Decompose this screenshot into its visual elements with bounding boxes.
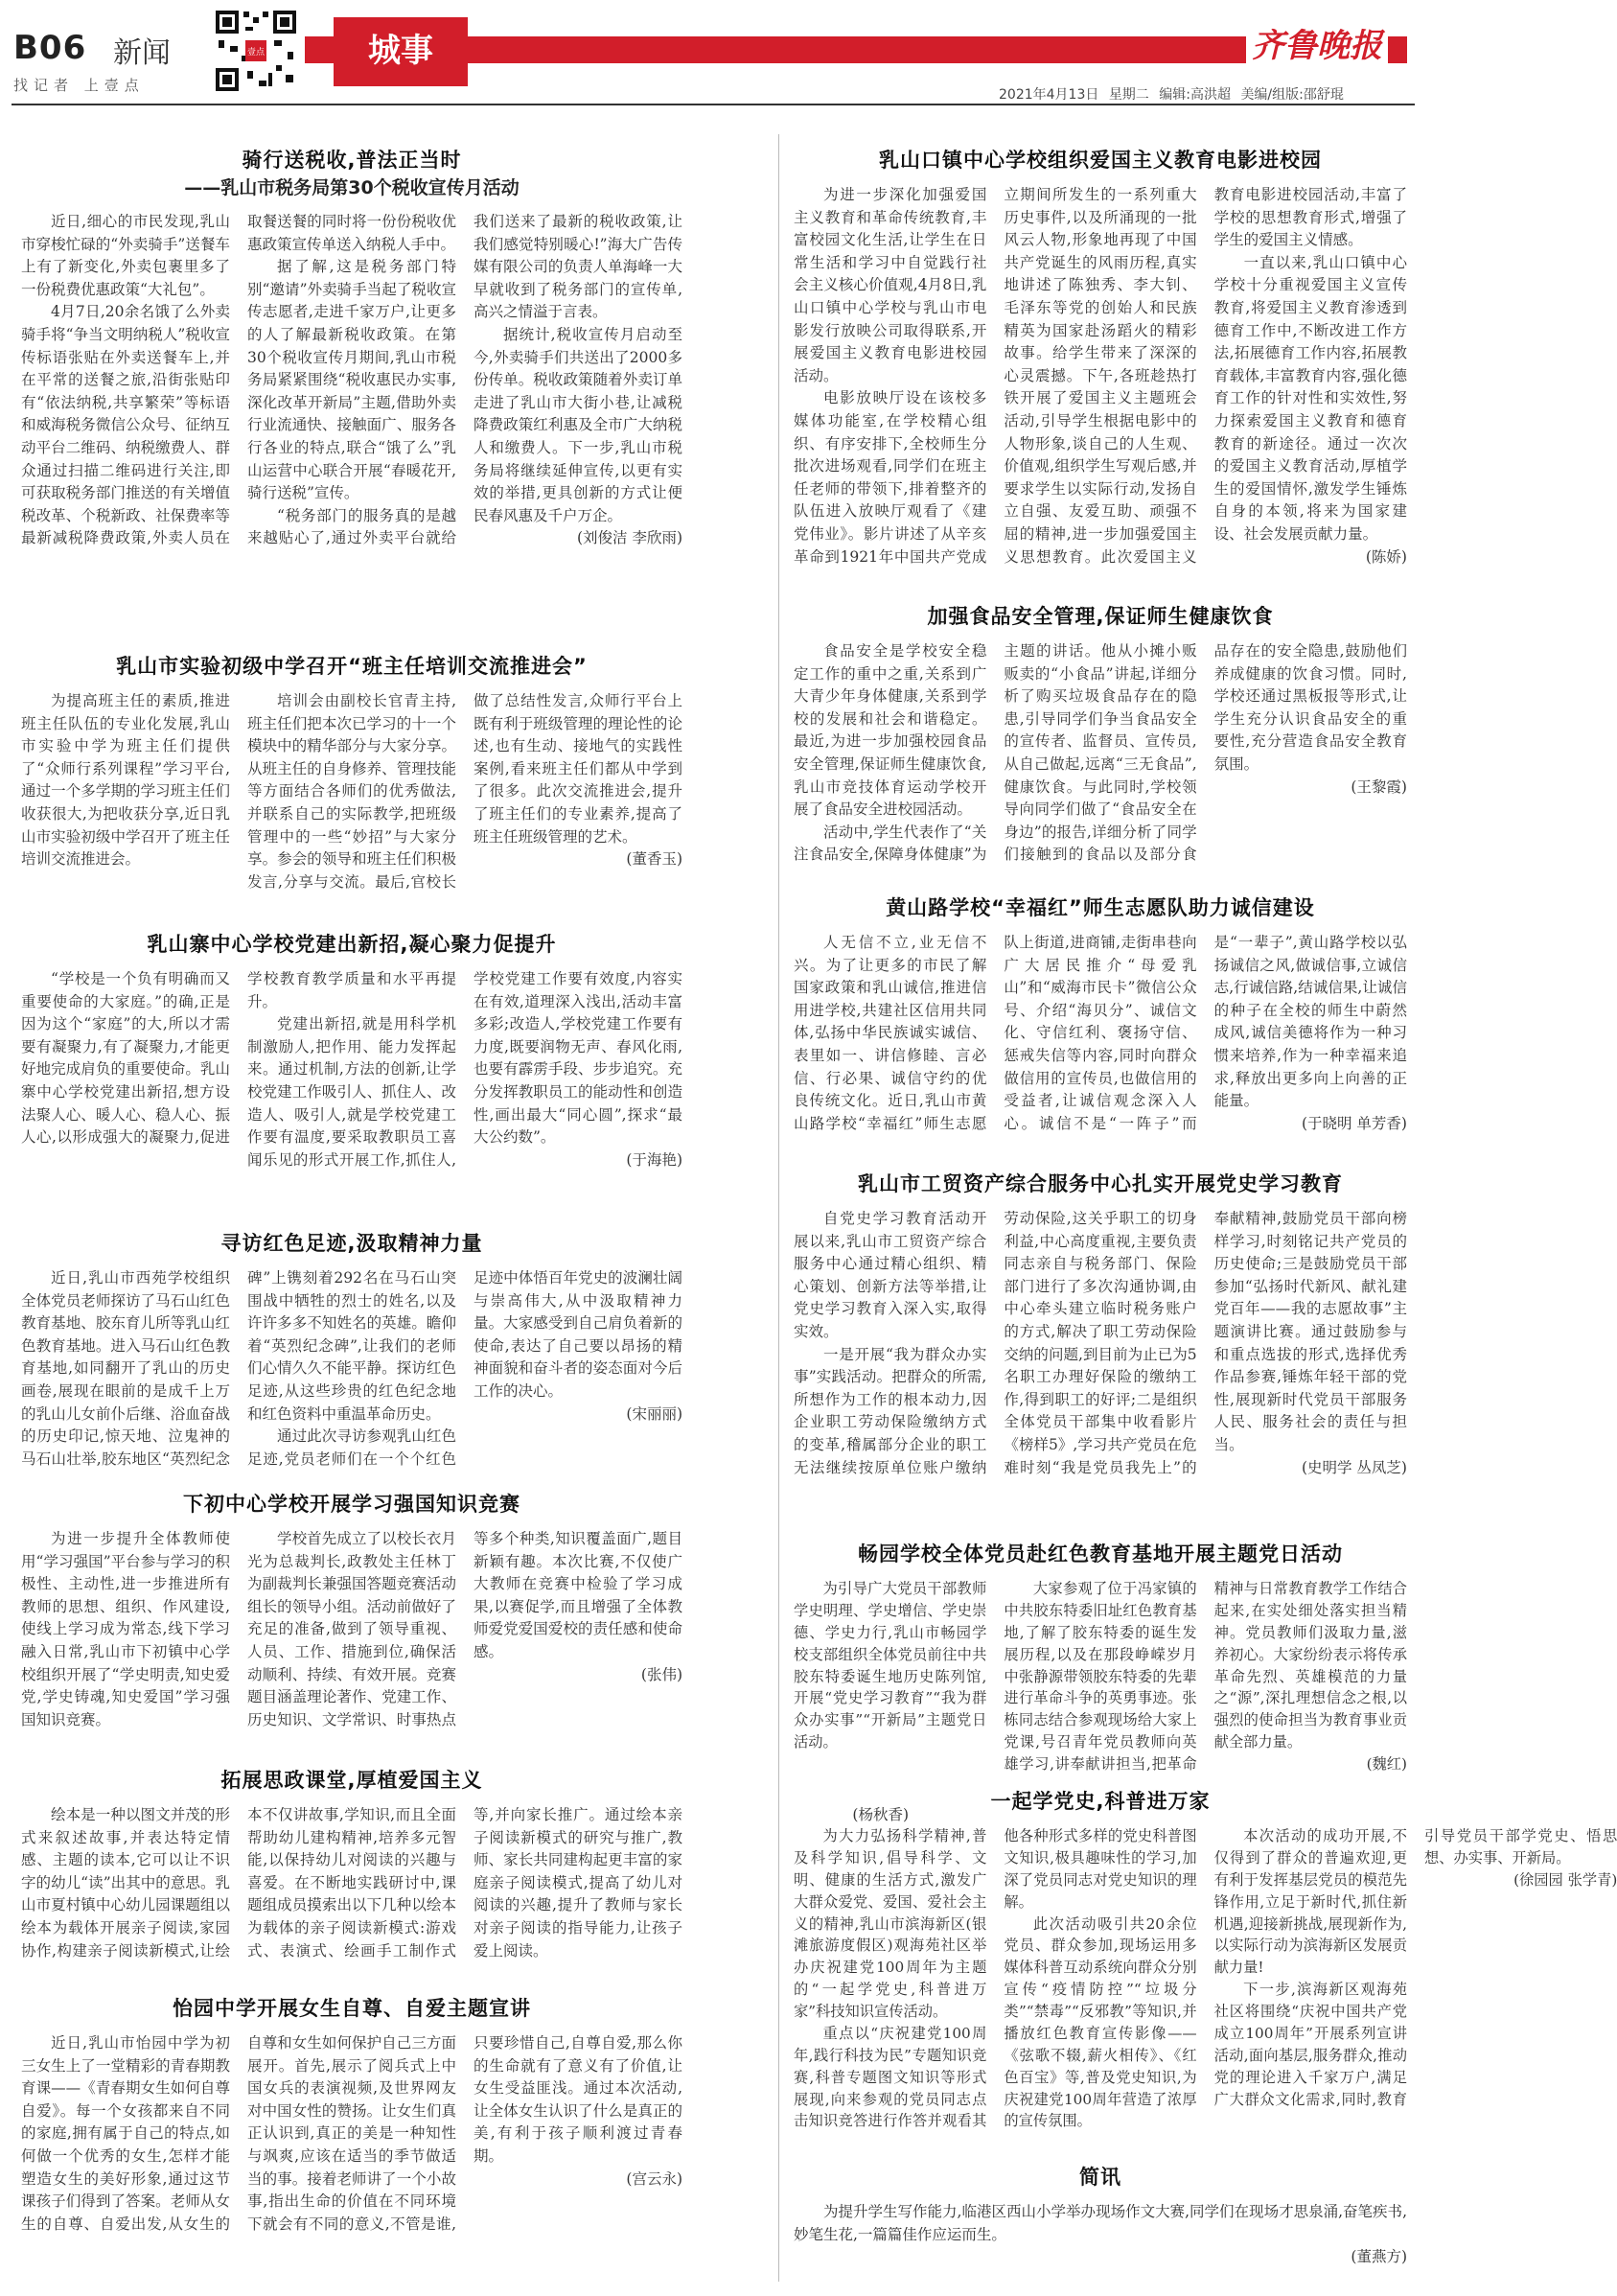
article-byline: (于海艳) <box>626 1150 682 1169</box>
article-picture-books <box>21 1766 909 1984</box>
article-paragraph: 为大力弘扬科学精神,普及科学知识,倡导科学、文明、健康的生活方式,激发广大群众爱党、爱国、爱社会主义的精神,乳山市滨海新区(银滩旅游度假区)观海苑社区举办庆祝建党100周年为主题的“一起学党史,科普进万家”科技知识宣传活动。 <box>794 1827 987 2020</box>
article-self-esteem <box>21 1994 682 2278</box>
article-body <box>794 184 1407 594</box>
article-red-footprints <box>21 1229 682 1480</box>
article-byline: (董燕方) <box>1351 2248 1407 2266</box>
article-body <box>794 2201 1407 2282</box>
article-paragraph: 食品安全是学校安全稳定工作的重中之重,关系到广大青少年身体健康,关系到学校的发展和社会和谐稳定。最近,为进一步加强校园食品安全管理,保证师生健康饮食,乳山市竞技体育运动学校开展了食品安全进校园活动。 <box>794 642 987 819</box>
article-paragraph: 此次活动吸引共20余位党员、群众参加,现场运用多媒体科普互动系统向群众分别宣传“疫情防控”“垃圾分类”“禁毒”“反邪教”等知识,并播放红色教育宣传影像——《弦歌不辍,薪火相传》、《红色百宝》等,普及党史知识,为庆祝建党100周年营造了浓厚的宣传氛围。 <box>1004 1914 1197 2130</box>
section-tag: 城事 <box>334 17 468 86</box>
article-paragraph: 重点以“庆祝建党100周年,践行科技为民”专题知识竞赛,科普专题图文知识等形式展现,向来参观的党员同志点击知识竞答进行作答并观看其他各种形式多样的党史科普图文知识,极具趣味性的学习,加深了党员同志对党史知识的理解。 <box>794 1827 1197 2130</box>
article-food-safety <box>794 602 1407 880</box>
article-paragraph: 党建出新招,就是用科学机制激励人,把作用、能力发挥起来。通过机制,方法的创新,让学校党建工作吸引人、抓住人、改造人、吸引人,就是学校党建工作要有温度,要采取教职员工喜闻乐见的形式开展工作,抓住人,学校党建工作要有效度,内容实在有效,道理深入浅出,活动丰富多彩;改造人,学校党建工作要有力度,既要润物无声、春风化雨,也要有霹雳手段、步步追究。充分发挥教职员工的能动性和创造性,画出最大“同心圆”,探求“最大公约数”。 <box>247 970 682 1169</box>
article-paragraph: 据了解,这是税务部门特别“邀请”外卖骑手当起了税收宣传志愿者,走进千家万户,让更多的人了解最新税收政策。在第30个税收宣传月期间,乳山市税务局紧紧围绕“税收惠民办实事,深化改革开新局”主题,借助外卖行业流通快、接触面广、服务各行各业的特点,联合“饿了么”乳山运营中心联合开展“春暖花开,骑行送税”宣传。 <box>247 258 456 502</box>
article-paragraph: 大家参观了位于冯家镇的中共胶东特委旧址红色教育基地,了解了胶东特委的诞生发展历程,以及在那段峥嵘岁月中张静源带领胶东特委的先辈进行革命斗争的英勇事迹。张栋同志结合参观现场给大家上党课,号召青年党员教师向英雄学习,讲奉献讲担当,把革命精神与日常教育教学工作结合起来,在实处细处落实担当精神。党员教师们汲取力量,滋养初心。大家纷纷表示将传承革命先烈、英雄模范的力量之“源”,深扎理想信念之根,以强烈的使命担当为教育事业贡献全部力量。 <box>1004 1580 1407 1773</box>
article-body <box>21 1804 909 1984</box>
article-byline: (董香玉) <box>626 850 682 869</box>
article-body <box>21 1528 682 1756</box>
article-byline: (宫云永) <box>626 2169 682 2188</box>
article-integrity <box>794 893 1407 1160</box>
article-paragraph: 近日,细心的市民发现,乳山市穿梭忙碌的“外卖骑手”送餐车上有了新变化,外卖包裹里多了一份税费优惠政策“大礼包”。 <box>21 213 230 298</box>
article-byline: (杨秋香) <box>852 1806 909 1823</box>
article-paragraph: 为提升学生写作能力,临港区西山小学举办现场作文大赛,同学们在现场才思泉涌,奋笔疾书,妙笔生花,一篇篇佳作应运而生。 <box>794 2203 1407 2243</box>
issue-date: 2021年4月13日 <box>999 87 1099 103</box>
reporter-line: 找记者 上壹点 <box>13 77 145 94</box>
article-body <box>794 1825 1617 2153</box>
article-movie <box>794 146 1407 594</box>
article-title: 乳山市实验初级中学召开“班主任培训交流推进会” <box>116 655 588 678</box>
article-byline: (张伟) <box>640 1665 682 1683</box>
article-body <box>21 211 682 644</box>
article-title: 下初中心学校开展学习强国知识竞赛 <box>183 1493 520 1516</box>
article-byline: (刘俊洁 李欣雨) <box>576 529 682 547</box>
article-paragraph: “税务部门的服务真的是越来越贴心了,通过外卖平台就给我们送来了最新的税收政策,让我们感觉特别暖心!”海大广告传媒有限公司的负责人单海峰一大早就收到了税务部门的宣传单,高兴之情溢于言表。 <box>247 213 682 547</box>
article-body <box>21 2032 682 2278</box>
article-title: 简讯 <box>1079 2166 1121 2189</box>
article-party-history <box>794 1170 1407 1532</box>
article-title: 畅园学校全体党员赴红色教育基地开展主题党日活动 <box>858 1542 1343 1565</box>
article-paragraph: 培训会由副校长官青主持,班主任们把本次已学习的十一个模块中的精华部分与大家分享。从班主任的自身修养、管理技能等方面结合各师们的优秀做法,并联系自己的实际教学,把班级管理中的一些“妙招”与大家分享。参会的领导和班主任们积极发言,分享与交流。最后,官校长做了总结性发言,众师行平台上既有利于班级管理的理论性的论述,也有生动、接地气的实践性案例,看来班主任们都从中学到了很多。此次交流推进会,提升了班主任们的专业素养,提高了班主任班级管理的艺术。 <box>247 692 682 891</box>
article-paragraph: 一直以来,乳山口镇中心学校十分重视爱国主义宣传教育,将爱国主义教育渗透到德育工作中,不断改进工作方法,拓展德育工作内容,拓展教育载体,丰富教育内容,强化德育工作的针对性和实效性,努力探索爱国主义教育和德育教育的新途径。通过一次次的爱国主义教育活动,厚植学生的爱国情怀,激发学生锤炼自身的本领,将来为国家建设、社会发展贡献力量。 <box>1213 253 1407 543</box>
article-paragraph: 下一步,滨海新区观海苑社区将围绕“庆祝中国共产党成立100周年”开展系列宣讲活动,面向基层,服务群众,推动党的理论进入千家万户,满足广大群众文化需求,同时,教育引导党员干部学党史、悟思想、办实事、开新局。 <box>1213 1827 1617 2108</box>
article-title: 乳山市工贸资产综合服务中心扎实开展党史学习教育 <box>858 1172 1343 1195</box>
article-byline: (史明学 丛凤芝) <box>1301 1458 1407 1476</box>
article-subtitle: ——乳山市税务局第30个税收宣传月活动 <box>184 177 520 198</box>
article-paragraph: “学校是一个负有明确而又重要使命的大家庭。”的确,正是因为这个“家庭”的大,所以才需要有凝聚力,有了凝聚力,才能更好地完成肩负的重要使命。乳山寨中心学校党建出新招,想方设法聚人心、暖人心、稳人心、振人心,以形成强大的凝聚力,促进学校教育教学质量和水平再提升。 <box>21 970 456 1147</box>
article-title: 骑行送税收,普法正当时 <box>242 149 462 172</box>
article-title: 怡园中学开展女生自尊、自爱主题宣讲 <box>173 1997 531 2020</box>
dateline <box>999 84 1344 104</box>
article-tax <box>21 146 682 644</box>
article-science <box>794 1787 1617 2153</box>
article-paragraph: 近日,乳山市西苑学校组织全体党员老师探访了马石山红色教育基地、胶东育儿所等乳山红色教育基地。进入马石山红色教育基地,如同翻开了乳山的历史画卷,展现在眼前的是成千上万的乳山儿女前仆后继、浴血奋战的历史印记,惊天地、泣鬼神的马石山壮举,胶东地区“英烈纪念碑”上镌刻着292名在马石山突围战中牺牲的烈士的姓名,以及许许多多不知姓名的英雄。瞻仰着“英烈纪念碑”,让我们的老师们心情久久不能平静。探访红色足迹,从这些珍贵的红色纪念地和红色资料中重温革命历史。 <box>21 1269 456 1468</box>
article-paragraph: 为提高班主任的素质,推进班主任队伍的专业化发展,乳山市实验中学为班主任们提供了“众师行系列课程”学习平台,通过一个多学期的学习班主任们收获很大,为把收获分享,近日乳山市实验初级中学召开了班主任培训交流推进会。 <box>21 692 230 869</box>
article-title: 黄山路学校“幸福红”师生志愿队助力诚信建设 <box>886 896 1315 919</box>
page-header <box>0 0 1426 107</box>
issue-weekday: 星期二 <box>1108 87 1149 103</box>
article-body <box>794 932 1407 1160</box>
article-byline: (徐园园 张学青) <box>1513 1870 1617 1889</box>
article-body <box>21 1267 682 1480</box>
article-title: 一起学党史,科普进万家 <box>990 1790 1211 1813</box>
article-byline: (于晓明 单芳香) <box>1301 1114 1407 1132</box>
article-paragraph: 本次活动的成功开展,不仅得到了群众的普遍欢迎,更有利于发挥基层党员的模范先锋作用,立足于新时代,抓住新机遇,迎接新挑战,展现新作为,以实际行动为滨海新区发展贡献力量! <box>1213 1827 1407 1977</box>
editor-credit: 编辑:高洪超 <box>1159 87 1231 103</box>
qr-code-icon[interactable] <box>213 8 299 94</box>
article-paragraph: 电影放映厅设在该校多媒体功能室,在学校精心组织、有序安排下,全校师生分批次进场观看,同学们在班主任老师的带领下,排着整齐的队伍进入放映厅观看了《建党伟业》。影片讲述了从辛亥革命到1921年中国共产党成立期间所发生的一系列重大历史事件,以及所涌现的一批风云人物,形象地再现了中国共产党诞生的风雨历程,真实地讲述了陈独秀、李大钊、毛泽东等党的创始人和民族精英为国家赴汤蹈火的精彩故事。给学生带来了深深的心灵震撼。下午,各班趁热打铁开展了爱国主义主题班会活动,引导学生根据电影中的人物形象,谈自己的人生观、价值观,组织学生写观后感,并要求学生以实际行动,发扬自立自强、友爱互助、顽强不屈的精神,进一步加强爱国主义思想教育。此次爱国主义教育电影进校园活动,丰富了学校的思想教育形式,增强了学生的爱国主义情感。 <box>794 186 1407 566</box>
article-headteacher <box>21 652 682 922</box>
section-name: 新闻 <box>113 36 171 70</box>
article-party-building <box>21 930 682 1219</box>
article-body <box>794 640 1407 880</box>
article-title: 加强食品安全管理,保证师生健康饮食 <box>927 605 1274 628</box>
article-paragraph: 4月7日,20余名饿了么外卖骑手将“争当文明纳税人”税收宣传标语张贴在外卖送餐车上,并在平常的送餐之旅,沿街张贴印有“依法纳税,共享繁荣”等标语和威海税务微信公众号、征纳互动平台二维码、纳税缴费人、群众通过扫描二维码进行关注,即可获取税务部门推送的有关增值税改革、个税新政、社保费率等最新减税降费政策,外卖人员在取餐送餐的同时将一份份税收优惠政策宣传单送入纳税人手中。 <box>21 213 456 547</box>
article-byline: (魏红) <box>1366 1755 1407 1773</box>
article-byline: (王黎霞) <box>1351 777 1407 796</box>
article-body <box>21 968 682 1219</box>
article-paragraph: 为进一步深化加强爱国主义教育和革命传统教育,丰富校园文化生活,让学生在日常生活和学习中自觉践行社会主义核心价值观,4月8日,乳山口镇中心学校与乳山市电影发行放映公司取得联系,开展爱国主义教育电影进校园活动。 <box>794 186 987 384</box>
article-body <box>794 1208 1407 1532</box>
article-title: 寻访红色足迹,汲取精神力量 <box>220 1232 483 1255</box>
article-paragraph: 绘本是一种以图文并茂的形式来叙述故事,并表达特定情感、主题的读本,它可以让不识字的幼儿“读”出其中的意思。乳山市夏村镇中心幼儿园课题组以绘本为载体开展亲子阅读,家园协作,构建亲子阅读新模式,让绘本不仅讲故事,学知识,而且全面帮助幼儿建构精神,培养多元智能,以保持幼儿对阅读的兴趣与喜爱。在不断地实践研讨中,课题组成员摸索出以下几种以绘本为载体的亲子阅读新模式:游戏式、表演式、绘画手工制作式等,并向家长推广。通过绘本亲子阅读新模式的研究与推广,教师、家长共同建构起更丰富的家庭亲子阅读模式,提高了幼儿对阅读的兴趣,提升了教师与家长对亲子阅读的指导能力,让孩子爱上阅读。 <box>21 1806 682 1960</box>
article-paragraph: 近日,乳山市怡园中学为初三女生上了一堂精彩的青春期教育课——《青春期女生如何自尊自爱》。每一个女孩都来自不同的家庭,拥有属于自己的特点,如何做一个优秀的女生,怎样才能塑造女生的美好形象,通过这节课孩子们得到了答案。老师从女生的自尊、自爱出发,从女生的自尊和女生如何保护自己三方面展开。首先,展示了阅兵式上中国女兵的表演视频,及世界网友对中国女性的赞扬。让女生们真正认识到,真正的美是一种知性与飒爽,应该在适当的季节做适当的事。接着老师讲了一个小故事,指出生命的价值在不同环境下就会有不同的意义,不管是谁,只要珍惜自己,自尊自爱,那么你的生命就有了意义有了价值,让女生受益匪浅。通过本次活动,让全体女生认识了什么是真正的美,有利于孩子顺利渡过青春期。 <box>21 2034 682 2233</box>
article-title: 乳山口镇中心学校组织爱国主义教育电影进校园 <box>879 149 1322 172</box>
article-paragraph: 为进一步提升全体教师使用“学习强国”平台参与学习的积极性、主动性,进一步推进所有教师的思想、组织、作风建设,使线上学习成为常态,线下学习融入日常,乳山市下初镇中心学校组织开展了“学史明责,知史爱党,学史铸魂,知史爱国”学习强国知识竞赛。 <box>21 1530 230 1728</box>
article-paragraph: 通过此次寻访参观乳山红色足迹,党员老师们在一个个红色足迹中体悟百年党史的波澜壮阔与崇高伟大,从中汲取精神力量。大家感受到自己肩负着新的使命,表达了自己要以昂扬的精神面貌和奋斗者的姿态面对今后工作的决心。 <box>247 1269 682 1468</box>
qr-label: 壹点 <box>246 48 266 58</box>
article-byline: (陈娇) <box>1365 547 1407 566</box>
page-number: B06 <box>13 29 87 67</box>
designer-credit: 美编/组版:邵舒琨 <box>1240 87 1344 103</box>
article-paragraph: 学校首先成立了以校长衣月光为总裁判长,政教处主任林丁为副裁判长兼强国答题竞赛活动组长的领导小组。活动前做好了充足的准备,做到了领导重视、人员、工作、措施到位,确保活动顺利、持续、有效开展。竞赛题目涵盖理论著作、党建工作、历史知识、文学常识、时事热点等多个种类,知识覆盖面广,题目新颖有趣。本次比赛,不仅使广大教师在竞赛中检验了学习成果,以赛促学,而且增强了全体教师爱党爱国爱校的责任感和使命感。 <box>247 1530 682 1728</box>
column-divider <box>778 134 779 2282</box>
header-rule <box>12 104 1415 105</box>
article-body <box>794 1578 1407 1779</box>
article-paragraph: 活动中,学生代表作了“关注食品安全,保障身体健康”为主题的讲话。他从小摊小贩贩卖的“小食品”讲起,详细分析了购买垃圾食品存在的隐患,引导同学们争当食品安全的宣传者、监督员、宣传员,从自己做起,远离“三无食品”,健康饮食。与此同时,学校领导向同学们做了“食品安全在身边”的报告,详细分析了同学们接触到的食品以及部分食品存在的安全隐患,鼓励他们养成健康的饮食习惯。同时,学校还通过黑板报等形式,让学生充分认识食品安全的重要性,充分营造食品安全教育氛围。 <box>794 642 1407 864</box>
article-party-day <box>794 1540 1407 1779</box>
article-paragraph: 为引导广大党员干部教师学史明理、学史增信、学史崇德、学史力行,乳山市畅园学校支部组织全体党员前往中共胶东特委诞生地历史陈列馆,开展“党史学习教育”“我为群众办实事”“开新局”主题党日活动。 <box>794 1580 987 1751</box>
article-title: 乳山寨中心学校党建出新招,凝心聚力促提升 <box>147 933 557 956</box>
article-knowledge-quiz <box>21 1490 682 1756</box>
article-paragraph: 一是开展“我为群众办实事”实践活动。把群众的所需,所想作为工作的根本动力,因企业职工劳动保险缴纳方式的变革,稽属部分企业的职工无法继续按原单位账户缴纳劳动保险,这关乎职工的切身利益,中心高度重视,主要负责同志亲自与税务部门、保险部门进行了多次沟通协调,由中心牵头建立临时税务账户的方式,解决了职工劳动保险交纳的问题,到目前为止已为5名职工办理好保险的缴纳工作,得到职工的好评;二是组织全体党员干部集中收看影片《榜样5》,学习共产党员在危难时刻“我是党员我先上”的奉献精神,鼓励党员干部向榜样学习,时刻铭记共产党员的历史使命;三是鼓励党员干部参加“弘扬时代新风、献礼建党百年——我的志愿故事”主题演讲比赛。通过鼓励参与和重点选拔的形式,选择优秀作品参赛,锤炼年轻干部的党性,展现新时代党员干部服务人民、服务社会的责任与担当。 <box>794 1210 1407 1476</box>
article-title: 拓展思政课堂,厚植爱国主义 <box>220 1769 483 1792</box>
article-paragraph: 人无信不立,业无信不兴。为了让更多的市民了解国家政策和乳山诚信,推进信用进学校,共建社区信用共同体,弘扬中华民族诚实诚信、表里如一、讲信修睦、言必信、行必果、诚信守约的优良传统文化。近日,乳山市黄山路学校“幸福红”师生志愿队上街道,进商铺,走街串巷向广大居民推介“母爱乳山”和“威海市民卡”微信公众号、介绍“海贝分”、诚信文化、守信红利、褒扬守信、惩戒失信等内容,同时向群众做信用的宣传员,也做信用的受益者,让诚信观念深入人心。诚信不是“一阵子”而是“一辈子”,黄山路学校以弘扬诚信之风,做诚信事,立诚信志,行诚信路,结诚信果,让诚信的种子在全校的师生中蔚然成风,诚信美德将作为一种习惯来培养,作为一种幸福来追求,释放出更多向上向善的正能量。 <box>794 934 1407 1132</box>
header-band <box>305 36 1407 63</box>
article-paragraph: 据统计,税收宣传月启动至今,外卖骑手们共送出了2000多份传单。税收政策随着外卖订单走进了乳山市大街小巷,让减税降费政策红利惠及全市广大纳税人和缴费人。下一步,乳山市税务局将继续延伸宣传,以更有实效的举措,更具创新的方式让便民春风惠及千户万企。 <box>474 325 682 524</box>
article-byline: (宋丽丽) <box>626 1404 682 1423</box>
newspaper-brand: 齐鲁晚报 <box>1246 19 1388 66</box>
article-body <box>21 690 682 922</box>
article-news-brief <box>794 2163 1407 2282</box>
article-paragraph: 自党史学习教育活动开展以来,乳山市工贸资产综合服务中心通过精心组织、精心策划、创新方法等举措,让党史学习教育入深入实,取得实效。 <box>794 1210 987 1340</box>
